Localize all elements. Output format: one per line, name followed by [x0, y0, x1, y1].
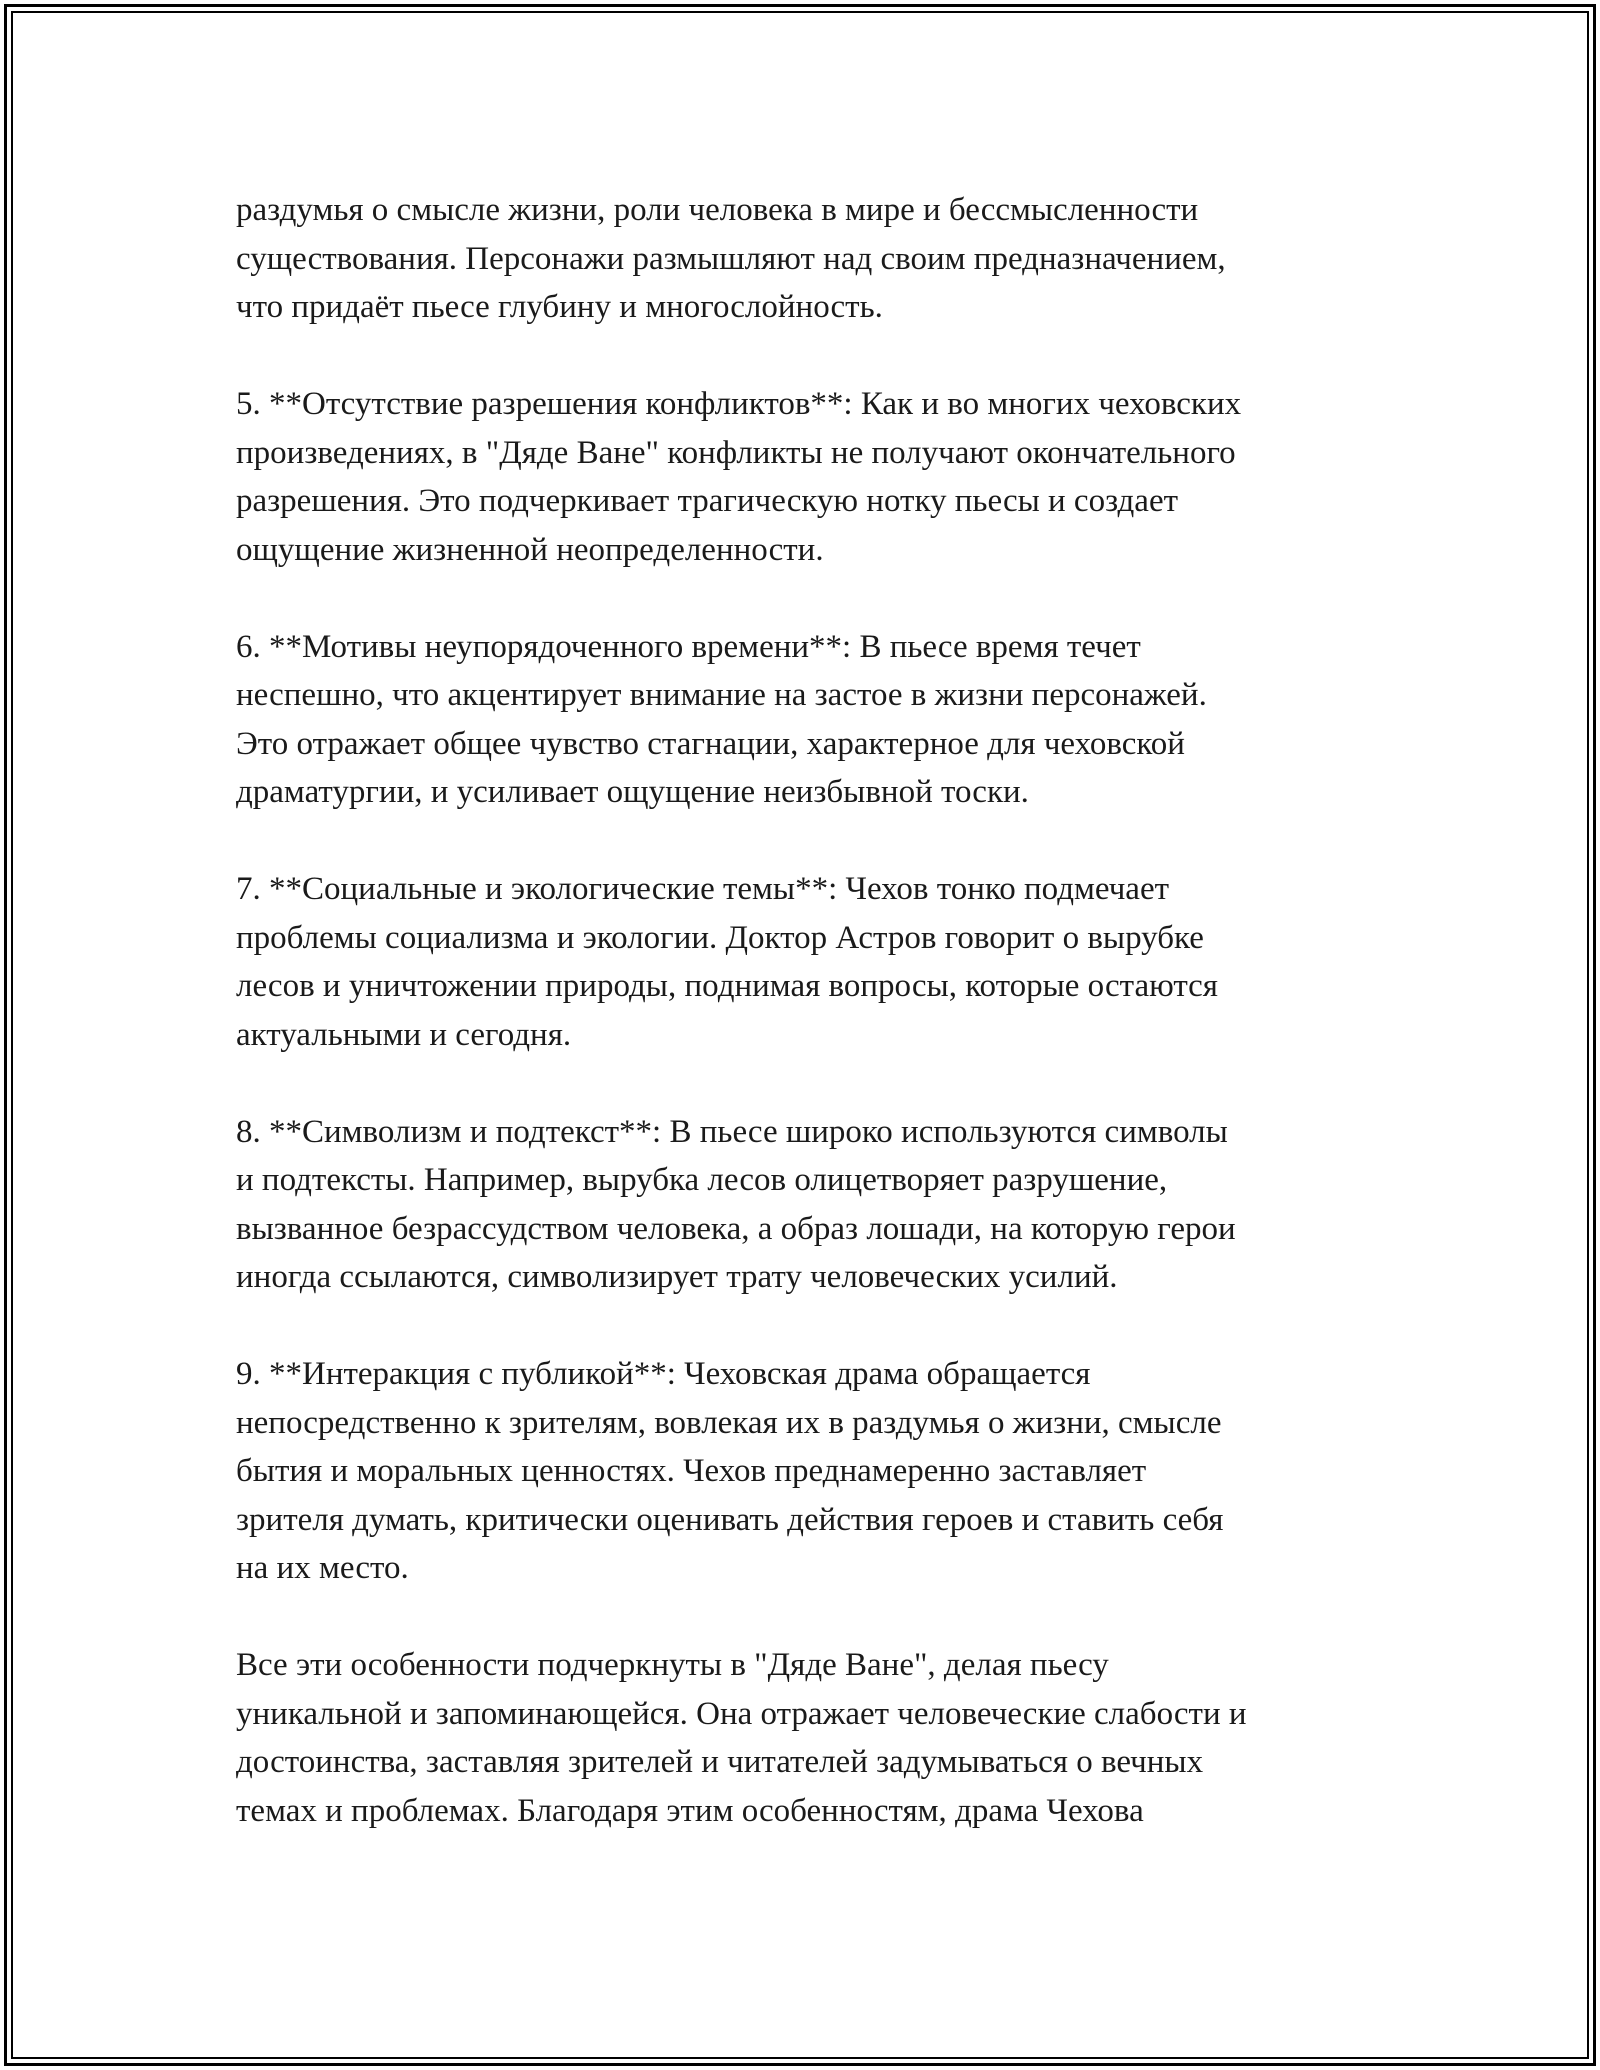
- paragraph-item-6: 6. **Мотивы неупорядоченного времени**: В пьесе время течет неспешно, что акцентирует внимание на застое в жизни персонажей. Это отражает общее чувство стагнации, характерное для чеховской драматургии, и усиливает ощущение неизбывной тоски.: [236, 628, 1207, 810]
- paragraph-item-5: 5. **Отсутствие разрешения конфликтов**: Как и во многих чеховских произведениях, в "Дяде Ване" конфликты не получают окончательного разрешения. Это подчеркивает трагическую нотку пьесы и создает ощущение жизненной неопределенности.: [236, 386, 1242, 568]
- paragraph-item-8: 8. **Символизм и подтекст**: В пьесе широко используются символы и подтексты. Например, вырубка лесов олицетворяет разрушение, вызванное безрассудством человека, а образ лошади, на которую герои иногда ссылаются, символизирует трату человеческих усилий.: [236, 1113, 1236, 1295]
- paragraph-item-7: 7. **Социальные и экологические темы**: Чехов тонко подмечает проблемы социализма и экологии. Доктор Астров говорит о вырубке лесов и уничтожении природы, поднимая вопросы, которые остаются актуальными и сегодня.: [236, 871, 1218, 1053]
- document-body: [236, 186, 1386, 1835]
- paragraph-item-9: 9. **Интеракция с публикой**: Чеховская драма обращается непосредственно к зрителям, вовлекая их в раздумья о жизни, смысле бытия и моральных ценностях. Чехов преднамеренно заставляет зрителя думать, критически оценивать действия героев и ставить себя на их место.: [236, 1356, 1224, 1586]
- paragraph-conclusion: Все эти особенности подчеркнуты в "Дяде Ване", делая пьесу уникальной и запоминающейся. Она отражает человеческие слабости и достоинства, заставляя зрителей и читателей задумываться о вечных темах и проблемах. Благодаря этим особенностям, драма Чехова: [236, 1647, 1247, 1829]
- paragraph-continuation: раздумья о смысле жизни, роли человека в мире и бессмысленности существования. Персонажи размышляют над своим предназначением, что придаёт пьесе глубину и многослойность.: [236, 192, 1226, 325]
